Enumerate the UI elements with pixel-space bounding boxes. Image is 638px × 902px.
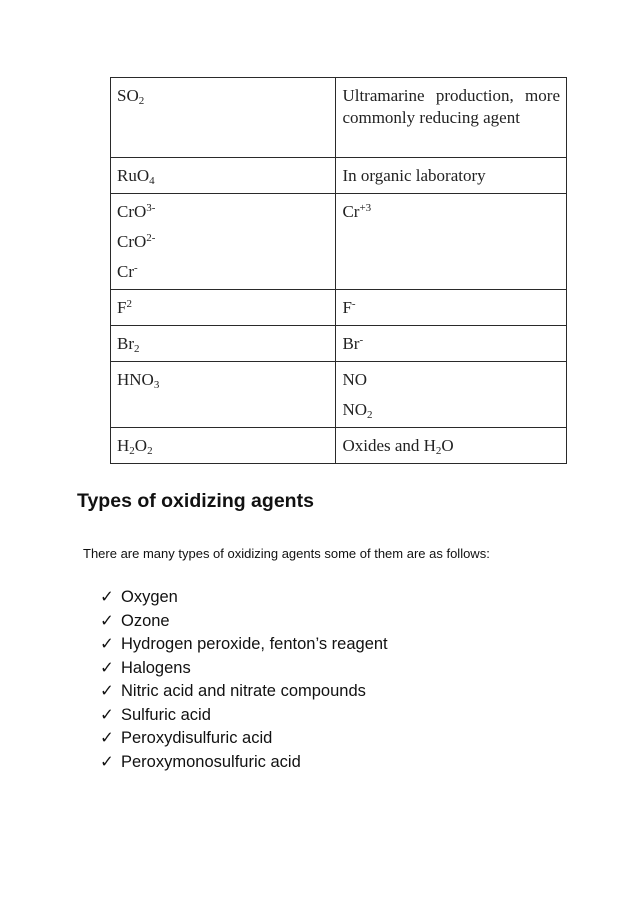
- list-item: [100, 633, 388, 657]
- formula-superscript: +3: [359, 202, 372, 214]
- formula-subscript: 2: [435, 445, 442, 457]
- table-row: [111, 326, 567, 362]
- formula-text: CrO: [117, 232, 147, 251]
- list-item-label: Hydrogen peroxide, fenton’s reagent: [121, 635, 388, 653]
- list-item-label: Sulfuric acid: [121, 705, 211, 724]
- list-item-label: Peroxymonosulfuric acid: [121, 752, 301, 771]
- formula-text: RuO: [117, 166, 150, 185]
- list-item: [100, 586, 388, 610]
- formula-text: CrO: [117, 202, 147, 221]
- formula-subscript: 4: [149, 175, 155, 187]
- table-cell-use: [336, 78, 567, 158]
- table-cell-agent: [111, 290, 336, 326]
- formula-text: SO: [117, 86, 139, 105]
- formula-subscript: 2: [147, 445, 153, 457]
- checkmark-icon: ✓: [100, 635, 114, 653]
- formula-text: F: [342, 298, 352, 317]
- table-cell-agent: [111, 158, 336, 194]
- formula-superscript: -: [359, 334, 364, 346]
- formula-text: O: [441, 436, 454, 455]
- formula-text: Oxides and H: [342, 436, 436, 455]
- formula-subscript: 2: [138, 95, 145, 107]
- formula-text: Cr: [117, 262, 134, 281]
- list-item-label: Nitric acid and nitrate compounds: [121, 682, 366, 700]
- checkmark-icon: ✓: [100, 682, 114, 700]
- formula-line: [342, 399, 560, 421]
- list-item: [100, 751, 388, 775]
- formula-text: Br: [342, 334, 360, 353]
- list-item: [100, 610, 388, 634]
- table-row: [111, 290, 567, 326]
- checkmark-icon: ✓: [100, 705, 114, 724]
- table-cell-use: [336, 194, 567, 290]
- formula-text: NO: [342, 400, 367, 419]
- table-cell-use: [336, 428, 567, 464]
- section-heading: Types of oxidizing agents: [77, 490, 314, 512]
- list-item: [100, 704, 388, 728]
- formula-line: [117, 261, 329, 283]
- table-cell-agent: [111, 78, 336, 158]
- table-cell-agent: [111, 194, 336, 290]
- formula-text: Br: [117, 334, 134, 353]
- formula-text: H: [117, 436, 130, 455]
- formula-subscript: 3: [153, 379, 160, 391]
- formula-text: NO: [342, 370, 367, 389]
- list-item-label: Oxygen: [121, 588, 178, 606]
- list-item-label: Halogens: [121, 658, 191, 677]
- table-row: [111, 78, 567, 158]
- table-row: [111, 194, 567, 290]
- table-cell-use: [336, 158, 567, 194]
- formula-superscript: 2-: [146, 232, 156, 244]
- formula-line: [117, 201, 329, 223]
- formula-line: [117, 231, 329, 253]
- formula-text: F: [117, 298, 127, 317]
- formula-superscript: 2: [126, 298, 132, 310]
- cell-text: Ultramarine production, more commonly reducing agent: [342, 86, 560, 127]
- table-cell-agent: [111, 362, 336, 428]
- checkmark-icon: ✓: [100, 611, 114, 630]
- section-intro: There are many types of oxidizing agents some of them are as follows:: [83, 546, 490, 561]
- table-row: [111, 158, 567, 194]
- list-item: [100, 727, 388, 751]
- table-cell-agent: [111, 326, 336, 362]
- table-cell-use: [336, 362, 567, 428]
- list-item: [100, 680, 388, 704]
- formula-superscript: 3-: [146, 202, 156, 214]
- formula-superscript: -: [351, 298, 356, 310]
- checkmark-icon: ✓: [100, 729, 114, 747]
- formula-subscript: 2: [129, 445, 135, 457]
- cell-text: In organic laboratory: [342, 166, 486, 185]
- table-row: [111, 428, 567, 464]
- list-item-label: Peroxydisulfuric acid: [121, 729, 273, 747]
- formula-text: HNO: [117, 370, 154, 389]
- formula-superscript: -: [134, 262, 138, 274]
- checkmark-icon: ✓: [100, 658, 114, 677]
- formula-subscript: 2: [367, 409, 373, 421]
- table-cell-use: [336, 290, 567, 326]
- checkmark-icon: ✓: [100, 588, 114, 606]
- oxidizing-agents-table: [110, 77, 567, 464]
- table-cell-use: [336, 326, 567, 362]
- formula-text: O: [134, 436, 148, 455]
- formula-subscript: 2: [134, 343, 140, 355]
- checkmark-icon: ✓: [100, 752, 114, 771]
- table-row: [111, 362, 567, 428]
- formula-text: Cr: [342, 202, 360, 221]
- list-item-label: Ozone: [121, 611, 170, 630]
- list-item: [100, 657, 388, 681]
- table-cell-agent: [111, 428, 336, 464]
- oxidizing-agents-list: [100, 586, 388, 774]
